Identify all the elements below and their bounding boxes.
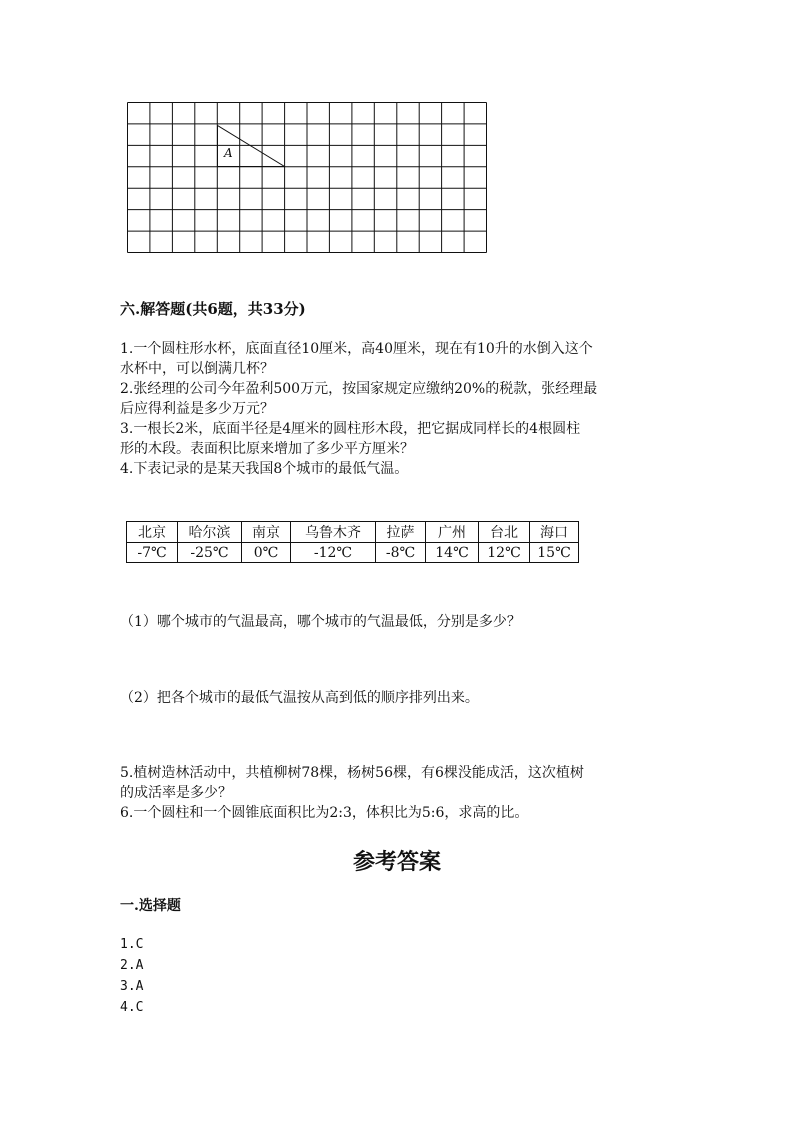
city-cell: 台北 (479, 522, 530, 543)
temperature-table (126, 521, 579, 563)
city-cell: 广州 (426, 522, 479, 543)
temp-cell: -7℃ (127, 543, 178, 563)
q6-line: 6.一个圆柱和一个圆锥底面积比为2:3，体积比为5:6，求高的比。 (120, 805, 529, 821)
sub-question-1: （1）哪个城市的气温最高，哪个城市的气温最低，分别是多少？ (120, 614, 521, 630)
city-cell: 北京 (127, 522, 178, 543)
q4-line: 4.下表记录的是某天我国8个城市的最低气温。 (120, 461, 409, 477)
temp-cell: -12℃ (291, 543, 376, 563)
question-block-1-4 (120, 339, 597, 479)
q3-line-1: 3.一根长2米，底面半径是4厘米的圆柱形木段，把它据成同样长的4根圆柱 (120, 421, 581, 437)
answers-title: 参考答案 (352, 849, 441, 875)
temp-cell: -8℃ (376, 543, 426, 563)
triangle-label: A (224, 146, 233, 160)
q3-line-2: 形的木段。表面积比原来增加了多少平方厘米？ (120, 441, 414, 457)
section-6-title: 六.解答题(共6题，共33分) (120, 300, 306, 318)
temp-cell: 0℃ (242, 543, 291, 563)
city-cell: 乌鲁木齐 (291, 522, 376, 543)
city-cell: 拉萨 (376, 522, 426, 543)
sub-question-2: （2）把各个城市的最低气温按从高到低的顺序排列出来。 (120, 690, 479, 706)
table-row-temps (127, 543, 579, 563)
temp-cell: 14℃ (426, 543, 479, 563)
grid-figure (126, 101, 488, 254)
answer-item: 3.A (120, 979, 144, 994)
q2-line-2: 后应得利益是多少万元？ (120, 401, 274, 417)
city-cell: 南京 (242, 522, 291, 543)
answer-item: 2.A (120, 958, 144, 973)
q1-line-2: 水杯中，可以倒满几杯？ (120, 361, 274, 377)
city-cell: 海口 (530, 522, 579, 543)
city-cell: 哈尔滨 (178, 522, 242, 543)
answer-item: 4.C (120, 1000, 144, 1015)
table-row-cities (127, 522, 579, 543)
q2-line-1: 2.张经理的公司今年盈利500万元，按国家规定应缴纳20%的税款，张经理最 (120, 381, 598, 397)
question-block-5-6 (120, 763, 584, 823)
temp-cell: -25℃ (178, 543, 242, 563)
temp-cell: 15℃ (530, 543, 579, 563)
answers-list (120, 934, 143, 1018)
answers-section-1-title: 一.选择题 (120, 898, 181, 914)
q1-line-1: 1.一个圆柱形水杯，底面直径10厘米，高40厘米，现在有10升的水倒入这个 (120, 341, 593, 357)
answer-item: 1.C (120, 937, 144, 952)
q5-line-1: 5.植树造林活动中，共植柳树78棵，杨树56棵，有6棵没能成活，这次植树 (120, 765, 584, 781)
q5-line-2: 的成活率是多少？ (120, 785, 232, 801)
temp-cell: 12℃ (479, 543, 530, 563)
